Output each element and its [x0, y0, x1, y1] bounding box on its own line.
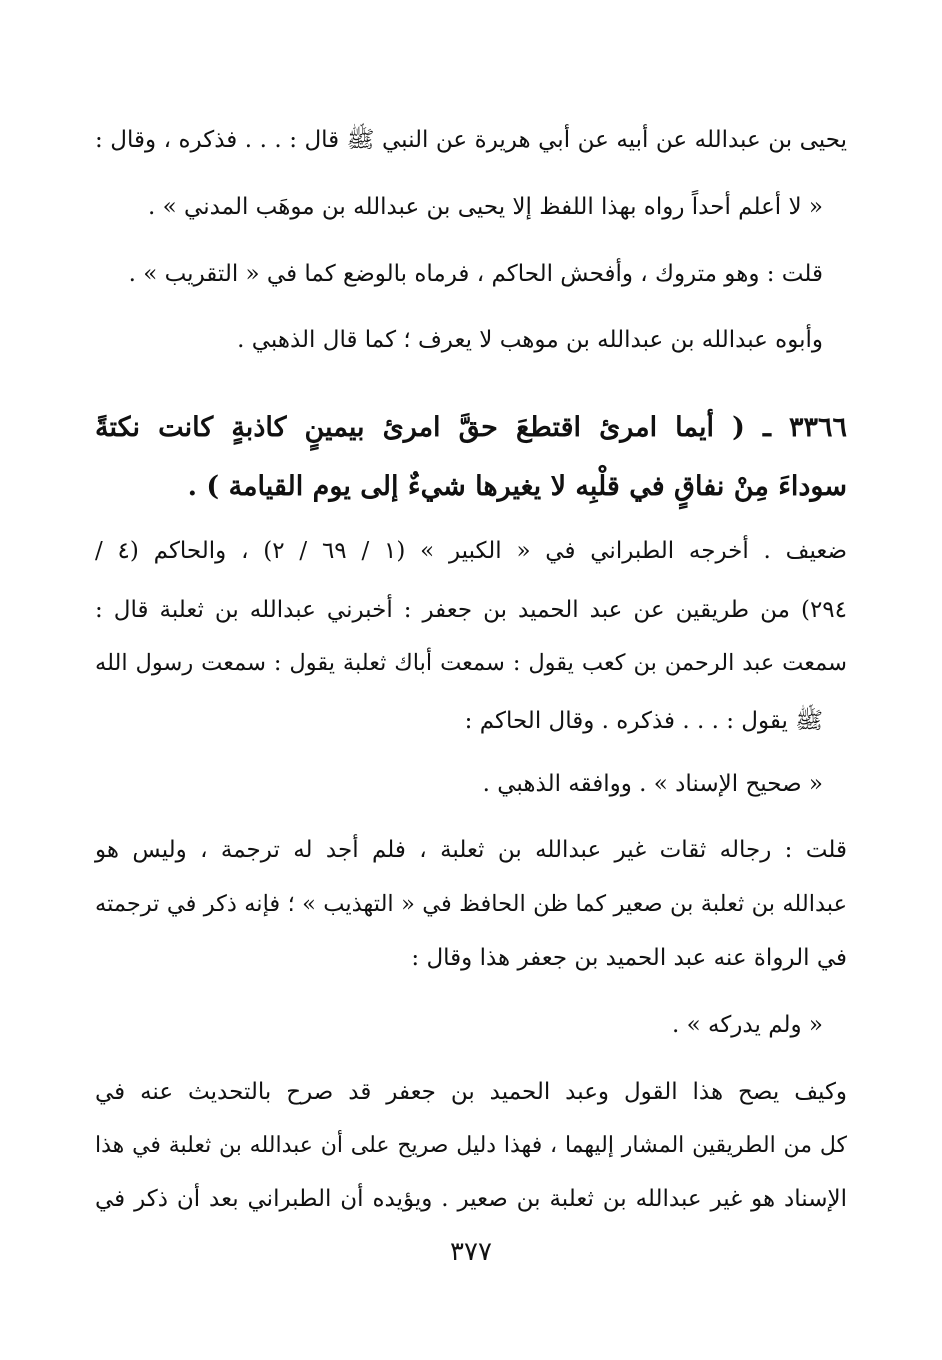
hakim-quote: « صحيح الإسناد » . ووافقه الذهبي . [482, 771, 823, 797]
text-line: ضعيف . أخرجه الطبراني في « الكبير » (١ / ٦٩ / ٢) ، والحاكم (٤ / [95, 538, 848, 564]
page-number: ٣٧٧ [450, 1237, 492, 1267]
text-line: يحيى بن عبدالله عن أبيه عن أبي هريرة عن النبي ﷺ قال : . . . فذكره ، وقال : [95, 127, 847, 153]
text-line: وكيف يصح هذا القول وعبد الحميد بن جعفر قد صرح بالتحديث عنه في [95, 1079, 847, 1105]
text-line: قلت : رجاله ثقات غير عبدالله بن ثعلبة ، فلم أجد له ترجمة ، وليس هو [95, 837, 847, 863]
text-line: قلت : وهو متروك ، وأفحش الحاكم ، فرماه بالوضع كما في « التقريب » . [128, 261, 823, 287]
hadith-line: ٣٣٦٦ ـ ( أيما امرئ اقتطعَ حقَّ امرئ بيمينٍ كاذبةٍ كانت نكتةً [95, 412, 847, 443]
text-line: ﷺ يقول : . . . فذكره . وقال الحاكم : [464, 708, 823, 734]
text-line: وأبوه عبدالله بن عبدالله بن موهب لا يعرف ؛ كما قال الذهبي . [237, 327, 823, 353]
text-line: في الرواة عنه عبد الحميد بن جعفر هذا وقال : [411, 945, 847, 971]
text-line: عبدالله بن ثعلبة بن صعير كما ظن الحافظ في « التهذيب » ؛ فإنه ذكر في ترجمته [95, 891, 847, 917]
text-line: سمعت عبد الرحمن بن كعب يقول : سمعت أباك ثعلبة يقول : سمعت رسول الله [95, 650, 847, 676]
text-line: كل من الطريقين المشار إليهما ، فهذا دليل صريح على أن عبدالله بن ثعلبة في هذا [95, 1133, 847, 1158]
hadith-line: سوداءَ مِنْ نفاقٍ في قلْبِه لا يغيرها شيءٌ إلى يوم القيامة ) . [187, 471, 847, 502]
text-line: ٢٩٤) من طريقين عن عبد الحميد بن جعفر : أخبرني عبدالله بن ثعلبة قال : [95, 597, 847, 623]
text-line: الإسناد هو غير عبدالله بن ثعلبة بن صعير . ويؤيده أن الطبراني بعد أن ذكر في [95, 1186, 847, 1212]
book-page [95, 0, 847, 1360]
quote-line: « لا أعلم أحداً رواه بهذا اللفظ إلا يحيى بن عبدالله بن موهَب المدني » . [148, 194, 823, 220]
hafiz-quote: « ولم يدركه » . [672, 1012, 823, 1038]
